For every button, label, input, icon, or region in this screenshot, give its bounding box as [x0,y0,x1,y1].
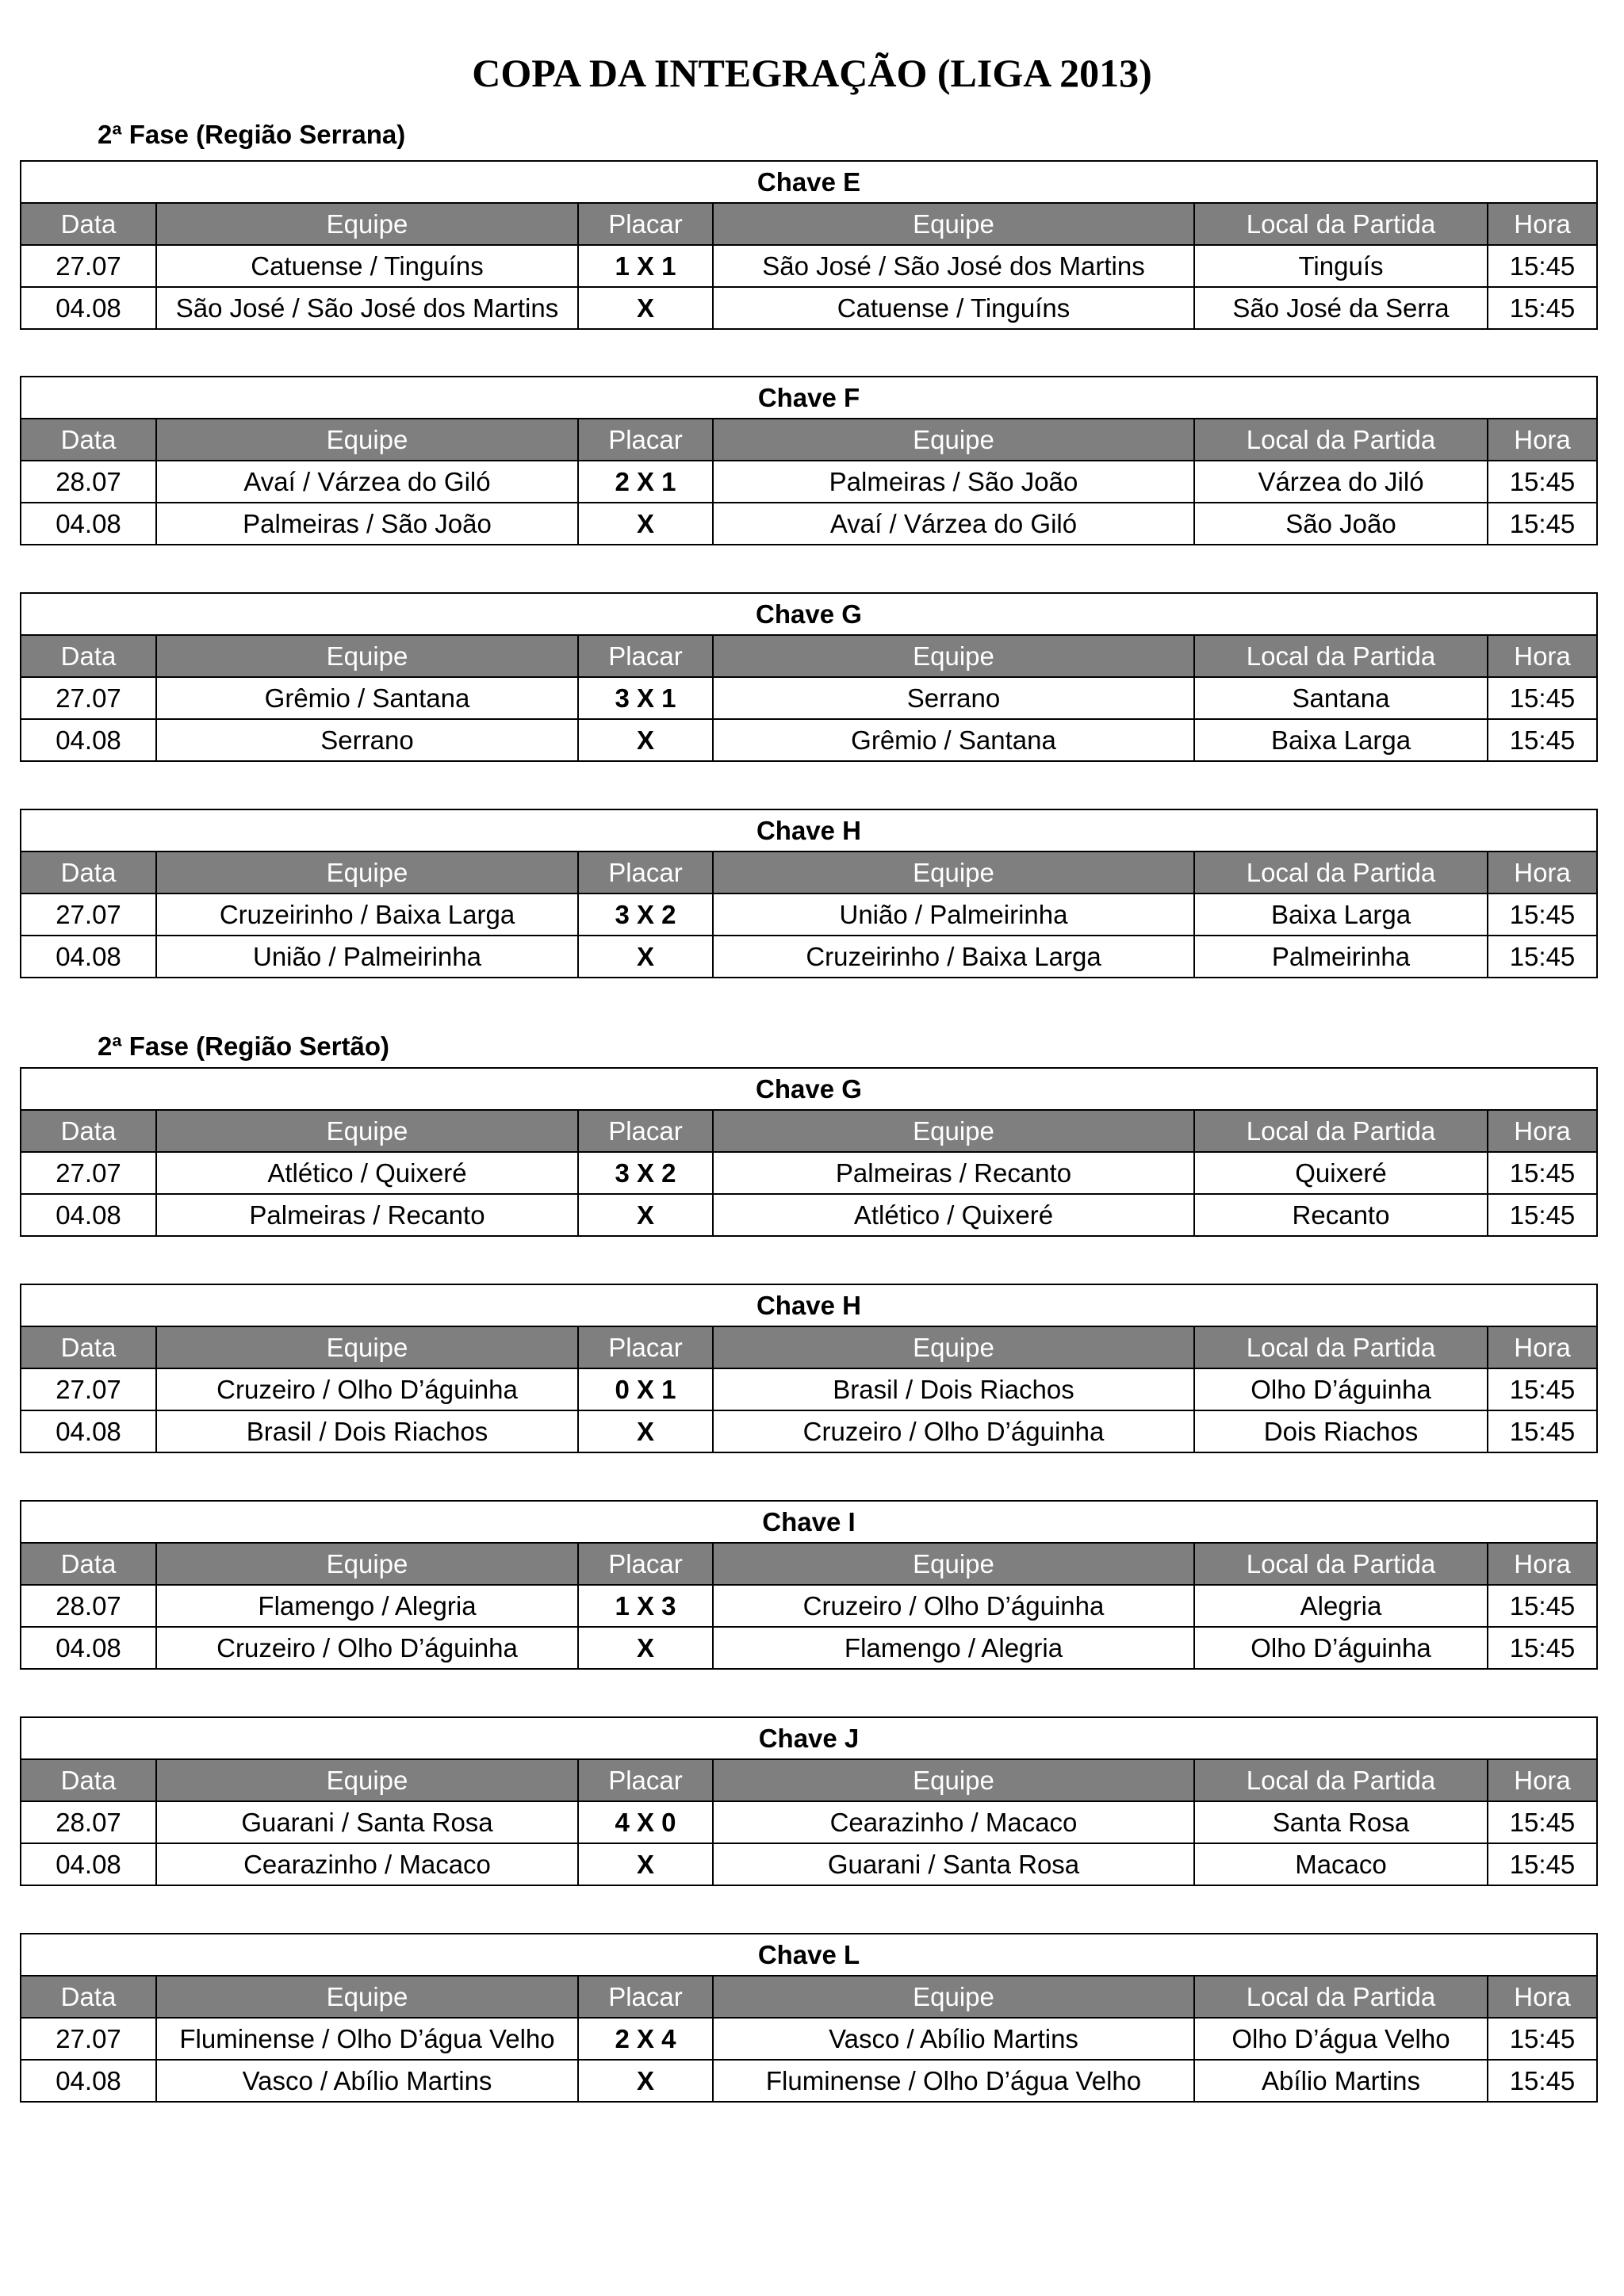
column-header: Placar [578,635,713,677]
group-title: Chave J [21,1717,1597,1759]
match-time: 15:45 [1488,1194,1597,1236]
section-label: 2ª Fase (Região Sertão) [98,1031,389,1061]
away-team: Cruzeiro / Olho D’águinha [713,1585,1194,1627]
group-title-row [21,1717,1597,1759]
match-date: 28.07 [21,461,156,503]
column-header: Placar [578,1543,713,1585]
match-date: 28.07 [21,1801,156,1843]
away-team: Flamengo / Alegria [713,1627,1194,1669]
home-team: Cruzeiro / Olho D’águinha [156,1627,578,1669]
match-row [21,1627,1597,1669]
column-header: Placar [578,1110,713,1152]
group-title-row [21,161,1597,203]
home-team: Cruzeirinho / Baixa Larga [156,894,578,936]
column-header: Placar [578,1326,713,1368]
match-time: 15:45 [1488,1843,1597,1885]
match-date: 28.07 [21,1585,156,1627]
column-header: Hora [1488,1110,1597,1152]
home-team: Palmeiras / Recanto [156,1194,578,1236]
home-team: Flamengo / Alegria [156,1585,578,1627]
match-score: X [578,1194,713,1236]
group-table [20,592,1598,762]
away-team: São José / São José dos Martins [713,245,1194,287]
match-venue: Várzea do Jiló [1194,461,1488,503]
match-row [21,245,1597,287]
match-score: X [578,287,713,329]
match-row [21,1410,1597,1452]
match-score: 0 X 1 [578,1368,713,1410]
match-date: 27.07 [21,894,156,936]
match-time: 15:45 [1488,2018,1597,2060]
home-team: Serrano [156,719,578,761]
table-header-row [21,419,1597,461]
home-team: Atlético / Quixeré [156,1152,578,1194]
column-header: Equipe [713,419,1194,461]
match-time: 15:45 [1488,287,1597,329]
match-date: 27.07 [21,2018,156,2060]
home-team: São José / São José dos Martins [156,287,578,329]
column-header: Equipe [713,1976,1194,2018]
column-header: Local da Partida [1194,1110,1488,1152]
column-header: Equipe [156,1759,578,1801]
match-date: 04.08 [21,1843,156,1885]
match-venue: Dois Riachos [1194,1410,1488,1452]
match-row [21,1801,1597,1843]
table-header-row [21,1326,1597,1368]
column-header: Equipe [156,203,578,245]
match-venue: Palmeirinha [1194,936,1488,978]
match-score: X [578,2060,713,2102]
match-date: 04.08 [21,1627,156,1669]
column-header: Local da Partida [1194,203,1488,245]
column-header: Local da Partida [1194,419,1488,461]
column-header: Equipe [713,635,1194,677]
away-team: Atlético / Quixeré [713,1194,1194,1236]
away-team: Cruzeiro / Olho D’águinha [713,1410,1194,1452]
section-label: 2ª Fase (Região Serrana) [98,120,406,149]
match-venue: Baixa Larga [1194,894,1488,936]
home-team: Vasco / Abílio Martins [156,2060,578,2102]
match-date: 27.07 [21,245,156,287]
group-title-row [21,809,1597,851]
column-header: Hora [1488,851,1597,894]
match-row [21,1843,1597,1885]
home-team: Brasil / Dois Riachos [156,1410,578,1452]
group-title-row [21,1284,1597,1326]
match-time: 15:45 [1488,677,1597,719]
column-header: Equipe [713,203,1194,245]
column-header: Local da Partida [1194,635,1488,677]
match-row [21,1194,1597,1236]
match-score: 1 X 1 [578,245,713,287]
group-title: Chave I [21,1501,1597,1543]
column-header: Data [21,1543,156,1585]
match-row [21,1368,1597,1410]
match-venue: Tinguís [1194,245,1488,287]
home-team: Cruzeiro / Olho D’águinha [156,1368,578,1410]
table-header-row [21,203,1597,245]
match-score: 4 X 0 [578,1801,713,1843]
group-title-row [21,1934,1597,1976]
group-title-row [21,1501,1597,1543]
match-venue: Quixeré [1194,1152,1488,1194]
group-title: Chave G [21,593,1597,635]
match-venue: Recanto [1194,1194,1488,1236]
match-date: 04.08 [21,503,156,545]
match-venue: Baixa Larga [1194,719,1488,761]
match-venue: Alegria [1194,1585,1488,1627]
match-score: 3 X 1 [578,677,713,719]
column-header: Local da Partida [1194,1326,1488,1368]
group-title: Chave H [21,1284,1597,1326]
away-team: Guarani / Santa Rosa [713,1843,1194,1885]
column-header: Equipe [713,1759,1194,1801]
column-header: Hora [1488,203,1597,245]
match-venue: Olho D’águinha [1194,1627,1488,1669]
match-venue: Olho D’águinha [1194,1368,1488,1410]
match-score: X [578,719,713,761]
group-table [20,1933,1598,2103]
match-venue: Santana [1194,677,1488,719]
match-row [21,2018,1597,2060]
away-team: Palmeiras / Recanto [713,1152,1194,1194]
away-team: Catuense / Tinguíns [713,287,1194,329]
home-team: Guarani / Santa Rosa [156,1801,578,1843]
match-time: 15:45 [1488,245,1597,287]
match-row [21,1152,1597,1194]
match-time: 15:45 [1488,894,1597,936]
match-score: 3 X 2 [578,1152,713,1194]
match-score: X [578,936,713,978]
match-row [21,719,1597,761]
column-header: Equipe [156,1543,578,1585]
away-team: Vasco / Abílio Martins [713,2018,1194,2060]
match-date: 04.08 [21,287,156,329]
column-header: Hora [1488,1543,1597,1585]
match-time: 15:45 [1488,719,1597,761]
match-date: 04.08 [21,1410,156,1452]
away-team: Cruzeirinho / Baixa Larga [713,936,1194,978]
group-table [20,1500,1598,1670]
column-header: Equipe [156,851,578,894]
match-row [21,461,1597,503]
match-time: 15:45 [1488,936,1597,978]
match-row [21,503,1597,545]
match-time: 15:45 [1488,503,1597,545]
match-row [21,1585,1597,1627]
group-title-row [21,377,1597,419]
match-date: 27.07 [21,1152,156,1194]
home-team: Grêmio / Santana [156,677,578,719]
column-header: Local da Partida [1194,851,1488,894]
match-score: X [578,503,713,545]
column-header: Local da Partida [1194,1976,1488,2018]
column-header: Hora [1488,1759,1597,1801]
group-title-row [21,593,1597,635]
away-team: Fluminense / Olho D’água Velho [713,2060,1194,2102]
table-header-row [21,1759,1597,1801]
home-team: Palmeiras / São João [156,503,578,545]
match-date: 04.08 [21,719,156,761]
group-title: Chave E [21,161,1597,203]
group-table [20,160,1598,330]
group-title-row [21,1068,1597,1110]
match-date: 27.07 [21,1368,156,1410]
group-table [20,1284,1598,1453]
match-score: 3 X 2 [578,894,713,936]
column-header: Equipe [713,851,1194,894]
match-date: 04.08 [21,936,156,978]
match-venue: Santa Rosa [1194,1801,1488,1843]
match-score: X [578,1410,713,1452]
away-team: Serrano [713,677,1194,719]
column-header: Equipe [713,1110,1194,1152]
away-team: Cearazinho / Macaco [713,1801,1194,1843]
table-header-row [21,1543,1597,1585]
match-time: 15:45 [1488,1801,1597,1843]
match-venue: Abílio Martins [1194,2060,1488,2102]
match-row [21,2060,1597,2102]
home-team: União / Palmeirinha [156,936,578,978]
column-header: Placar [578,1759,713,1801]
table-header-row [21,851,1597,894]
column-header: Local da Partida [1194,1759,1488,1801]
match-time: 15:45 [1488,461,1597,503]
column-header: Hora [1488,1976,1597,2018]
match-venue: Macaco [1194,1843,1488,1885]
column-header: Placar [578,419,713,461]
group-title: Chave G [21,1068,1597,1110]
group-title: Chave H [21,809,1597,851]
away-team: Brasil / Dois Riachos [713,1368,1194,1410]
column-header: Placar [578,851,713,894]
column-header: Placar [578,1976,713,2018]
home-team: Fluminense / Olho D’água Velho [156,2018,578,2060]
match-row [21,894,1597,936]
column-header: Equipe [713,1326,1194,1368]
match-score: 2 X 4 [578,2018,713,2060]
column-header: Hora [1488,1326,1597,1368]
table-header-row [21,1110,1597,1152]
match-row [21,287,1597,329]
group-table [20,376,1598,545]
column-header: Data [21,1976,156,2018]
column-header: Equipe [156,1326,578,1368]
match-score: X [578,1627,713,1669]
match-score: X [578,1843,713,1885]
match-time: 15:45 [1488,1585,1597,1627]
column-header: Equipe [156,1976,578,2018]
column-header: Equipe [156,419,578,461]
match-time: 15:45 [1488,1368,1597,1410]
column-header: Local da Partida [1194,1543,1488,1585]
match-time: 15:45 [1488,1627,1597,1669]
match-time: 15:45 [1488,2060,1597,2102]
home-team: Cearazinho / Macaco [156,1843,578,1885]
table-header-row [21,1976,1597,2018]
column-header: Data [21,1326,156,1368]
column-header: Equipe [713,1543,1194,1585]
match-venue: Olho D’água Velho [1194,2018,1488,2060]
column-header: Equipe [156,1110,578,1152]
match-row [21,677,1597,719]
page-title: COPA DA INTEGRAÇÃO (LIGA 2013) [472,51,1152,95]
column-header: Data [21,851,156,894]
group-title: Chave L [21,1934,1597,1976]
match-time: 15:45 [1488,1152,1597,1194]
home-team: Avaí / Várzea do Giló [156,461,578,503]
match-row [21,936,1597,978]
away-team: Grêmio / Santana [713,719,1194,761]
column-header: Hora [1488,635,1597,677]
away-team: União / Palmeirinha [713,894,1194,936]
group-title: Chave F [21,377,1597,419]
column-header: Data [21,1110,156,1152]
table-header-row [21,635,1597,677]
group-table [20,1067,1598,1237]
match-venue: São João [1194,503,1488,545]
match-time: 15:45 [1488,1410,1597,1452]
match-venue: São José da Serra [1194,287,1488,329]
column-header: Data [21,635,156,677]
away-team: Palmeiras / São João [713,461,1194,503]
match-score: 2 X 1 [578,461,713,503]
group-table [20,809,1598,978]
column-header: Data [21,419,156,461]
column-header: Placar [578,203,713,245]
home-team: Catuense / Tinguíns [156,245,578,287]
column-header: Equipe [156,635,578,677]
column-header: Data [21,203,156,245]
column-header: Data [21,1759,156,1801]
match-date: 04.08 [21,1194,156,1236]
match-date: 04.08 [21,2060,156,2102]
column-header: Hora [1488,419,1597,461]
group-table [20,1716,1598,1886]
match-score: 1 X 3 [578,1585,713,1627]
away-team: Avaí / Várzea do Giló [713,503,1194,545]
match-date: 27.07 [21,677,156,719]
